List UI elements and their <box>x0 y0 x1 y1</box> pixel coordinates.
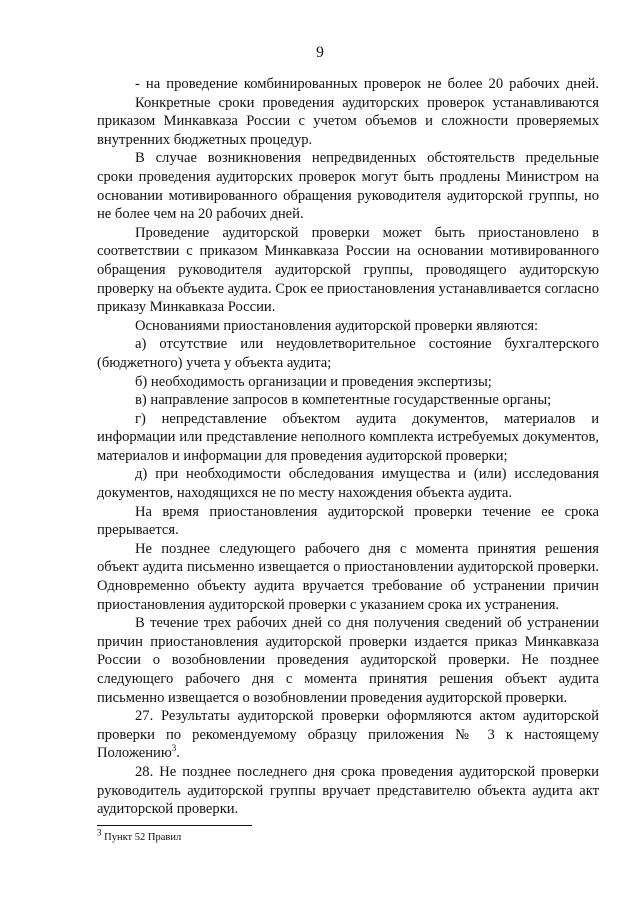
footnote-text: Пункт 52 Правил <box>104 832 182 843</box>
paragraph-27-text: 27. Результаты аудиторской проверки оформляются актом аудиторской проверки по рекомендуемому образцу приложения № 3 к настоящему Положению <box>97 708 599 762</box>
list-item-b: б) необходимость организации и проведения экспертизы; <box>135 373 492 390</box>
list-item-a: а) отсутствие или неудовлетворительное состояние бухгалтерского (бюджетного) учета у объекта аудита; <box>97 336 599 371</box>
paragraph-suspension-grounds: Основаниями приостановления аудиторской проверки являются: <box>135 317 539 334</box>
document-body <box>97 75 599 819</box>
paragraph-term-extension: В случае возникновения непредвиденных обстоятельств предельные сроки проведения аудиторских проверок могут быть продлены Министром на основании мотивированного обращения руководителя аудиторской группы, но не более чем на 20 рабочих дней. <box>97 150 599 223</box>
paragraph-audit-suspension: Проведение аудиторской проверки может быть приостановлено в соответствии с приказом Минкавказа России на основании мотивированного обращения руководителя аудиторской группы, проводящего аудиторскую проверку на объекте аудита. Срок ее приостановления устанавливается согласно приказу Минкавказа России. <box>97 224 599 316</box>
footnote-reference: 3 <box>171 743 177 754</box>
paragraph-27-audit-results: 27. Результаты аудиторской проверки оформляются актом аудиторской проверки по рекомендуемому образцу приложения № 3 к настоящему Положению$^3$. <box>97 708 599 762</box>
paragraph-suspension-notice: Не позднее следующего рабочего дня с момента принятия решения объект аудита письменно извещается о приостановлении аудиторской проверки. Одновременно объекту аудита вручается требование об устранении причин приостановления аудиторской проверки с указанием срока их устранения. <box>97 540 599 613</box>
paragraph-28-act-delivery: 28. Не позднее последнего дня срока проведения аудиторской проверки руководитель аудиторской группы вручает представителю объекта аудита акт аудиторской проверки. <box>97 763 599 818</box>
paragraph-term-interruption: На время приостановления аудиторской проверки течение ее срока прерывается. <box>97 503 599 539</box>
footnote <box>97 827 182 843</box>
footnote-marker: 3 <box>97 827 102 838</box>
list-item-e: д) при необходимости обследования имущества и (или) исследования документов, находящихся не по месту нахождения объекта аудита. <box>97 466 599 502</box>
paragraph-audit-terms: Конкретные сроки проведения аудиторских проверок устанавливаются приказом Минкавказа России с учетом объемов и сложности проверяемых внутренних бюджетных процедур. <box>97 94 599 148</box>
list-item-d: г) непредставление объектом аудита документов, материалов и информации или представление неполного комплекта истребуемых документов, материалов и информации для проведения аудиторской проверки; <box>97 410 599 464</box>
list-item-c: в) направление запросов в компетентные государственные органы; <box>135 392 552 409</box>
paragraph-resumption: В течение трех рабочих дней со дня получения сведений об устранении причин приостановления аудиторской проверки издается приказ Минкавказа России о возобновлении проведения аудиторской проверки. Не позднее следующего рабочего дня с момента принятия решения объект аудита письменно извещается о возобновлении проведения аудиторской проверки. <box>97 615 599 706</box>
paragraph-combined-audit-term: - на проведение комбинированных проверок не более 20 рабочих дней. <box>135 76 599 92</box>
footnote-divider <box>97 825 252 826</box>
page-number: 9 <box>316 44 324 61</box>
